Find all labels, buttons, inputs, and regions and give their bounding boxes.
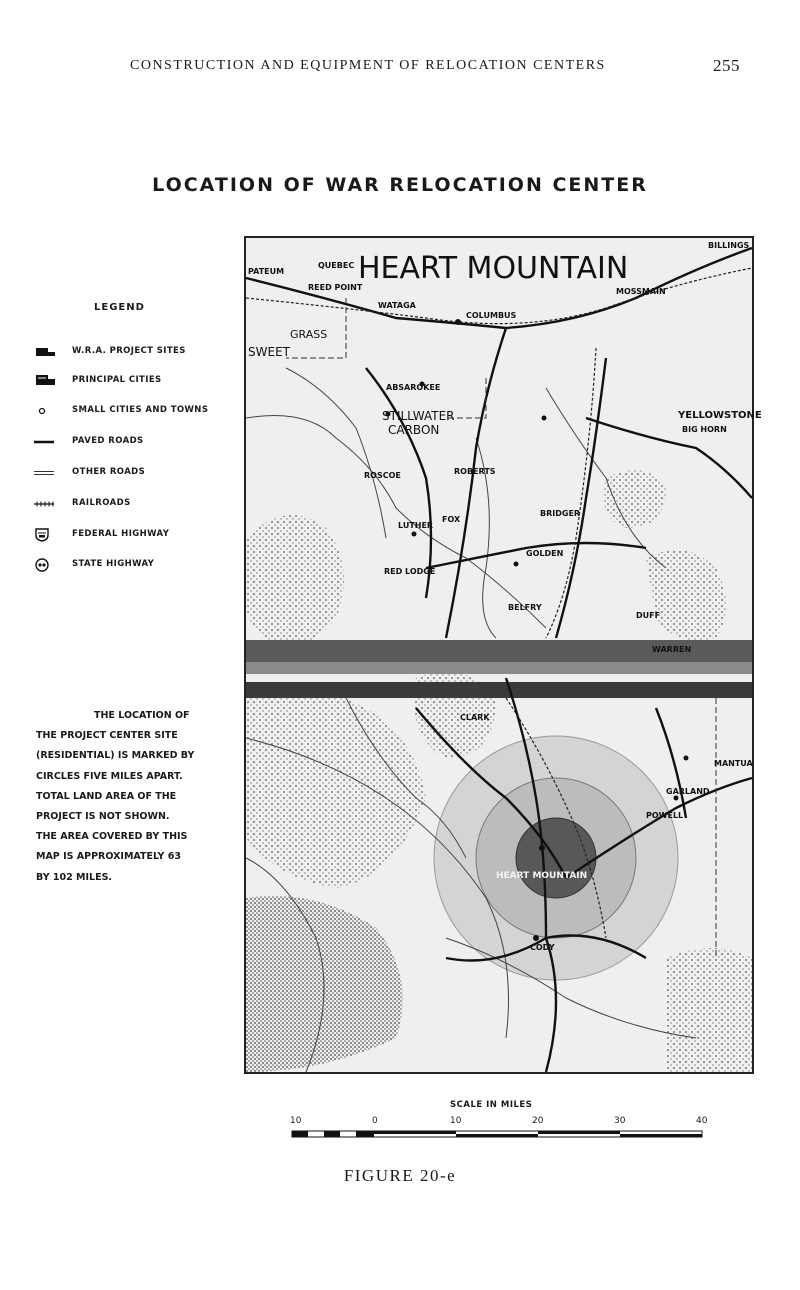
map-note: [36, 706, 231, 888]
map-graphic: [246, 238, 762, 1072]
place-label: FOX: [442, 515, 461, 524]
place-label: CODY: [530, 943, 555, 952]
place-label: CARBON: [388, 423, 440, 437]
project-site-symbol-icon: [34, 345, 56, 357]
scale-title: SCALE IN MILES: [450, 1100, 533, 1110]
principal-city-symbol-icon: [34, 374, 56, 386]
scale-tick-label: 20: [532, 1116, 544, 1126]
page-number: 255: [713, 56, 740, 75]
place-label: COLUMBUS: [466, 311, 517, 320]
figure-caption: FIGURE 20-e: [343, 1166, 457, 1185]
place-label: BIG HORN: [682, 425, 727, 434]
place-label: STILLWATER: [382, 409, 455, 423]
federal-highway-shield-icon: [34, 528, 56, 542]
note-line: THE PROJECT CENTER SITE: [36, 730, 178, 742]
map-seam-band: [246, 682, 752, 698]
place-label: ROBERTS: [454, 467, 496, 476]
scale-tick-label: 0: [372, 1116, 378, 1126]
map-seam-band: [246, 662, 752, 674]
note-line: (RESIDENTIAL) IS MARKED BY: [36, 750, 195, 762]
running-title: CONSTRUCTION AND EQUIPMENT OF RELOCATION CENTERS: [130, 58, 606, 73]
small-town-circle-icon: [34, 404, 56, 416]
map: [244, 236, 762, 1074]
legend-label: FEDERAL HIGHWAY: [72, 529, 170, 539]
legend-item: [34, 435, 234, 449]
terrain-shading: [246, 515, 344, 645]
scale-tick-label: 30: [614, 1116, 626, 1126]
note-line: THE LOCATION OF: [94, 710, 190, 721]
legend-item: [34, 558, 234, 572]
legend-title: LEGEND: [94, 302, 145, 313]
scale-bar-graphic: [292, 1130, 704, 1138]
place-label: ABSAROKEE: [386, 383, 441, 392]
place-label: ROSCOE: [364, 471, 401, 480]
scale-tick-label: 10: [290, 1116, 302, 1126]
note-line: BY 102 MILES.: [36, 871, 113, 883]
note-line: CIRCLES FIVE MILES APART.: [36, 770, 183, 782]
legend-label: PRINCIPAL CITIES: [72, 375, 162, 385]
place-label: HEART MOUNTAIN: [496, 871, 588, 881]
note-line: PROJECT IS NOT SHOWN.: [36, 811, 170, 823]
legend-label: SMALL CITIES AND TOWNS: [72, 405, 209, 415]
scale-tick-label: 40: [696, 1116, 708, 1126]
legend-item: [34, 528, 234, 542]
paved-road-line-icon: [34, 435, 56, 447]
legend-label: STATE HIGHWAY: [72, 559, 155, 569]
place-label: GRASS: [290, 328, 328, 341]
place-label: GOLDEN: [526, 549, 564, 558]
place-label: BILLINGS: [708, 241, 750, 250]
place-label: QUEBEC: [318, 261, 355, 270]
place-label: YELLOWSTONE: [678, 410, 762, 421]
legend-label: W.R.A. PROJECT SITES: [72, 346, 186, 356]
place-label: SWEET: [248, 345, 290, 359]
place-label: MANTUA: [714, 759, 753, 768]
terrain-shading: [666, 948, 752, 1072]
place-label: WARREN: [652, 645, 692, 654]
state-highway-circle-icon: [34, 558, 56, 572]
place-label: BELFRY: [508, 603, 542, 612]
scale-tick-label: 10: [450, 1116, 462, 1126]
note-line: MAP IS APPROXIMATELY 63: [36, 851, 181, 863]
legend-item: [34, 466, 234, 480]
place-label: GARLAND: [666, 787, 710, 796]
note-line: THE AREA COVERED BY THIS: [36, 831, 188, 843]
legend-item: [34, 497, 234, 511]
legend-label: OTHER ROADS: [72, 467, 146, 477]
map-title: LOCATION OF WAR RELOCATION CENTER: [152, 174, 648, 196]
place-label: RED LODGE: [384, 567, 436, 576]
legend-label: PAVED ROADS: [72, 436, 144, 446]
railroad-line-icon: [34, 497, 56, 509]
place-label: POWELL: [646, 811, 684, 820]
place-label: LUTHER: [398, 521, 434, 530]
legend-item: [34, 374, 234, 388]
place-label: PATEUM: [248, 267, 285, 276]
place-label: BRIDGER: [540, 509, 581, 518]
legend-label: RAILROADS: [72, 498, 131, 508]
place-label: REED POINT: [308, 283, 363, 292]
place-label: WATAGA: [378, 301, 416, 310]
legend-item: [34, 345, 234, 359]
note-line: TOTAL LAND AREA OF THE: [36, 790, 177, 802]
place-label: CLARK: [460, 713, 490, 722]
other-road-line-icon: [34, 466, 56, 478]
place-label: DUFF: [636, 611, 661, 620]
legend-item: [34, 404, 234, 418]
map-heading: HEART MOUNTAIN: [358, 251, 629, 286]
place-label: MOSSMAIN: [616, 287, 666, 296]
